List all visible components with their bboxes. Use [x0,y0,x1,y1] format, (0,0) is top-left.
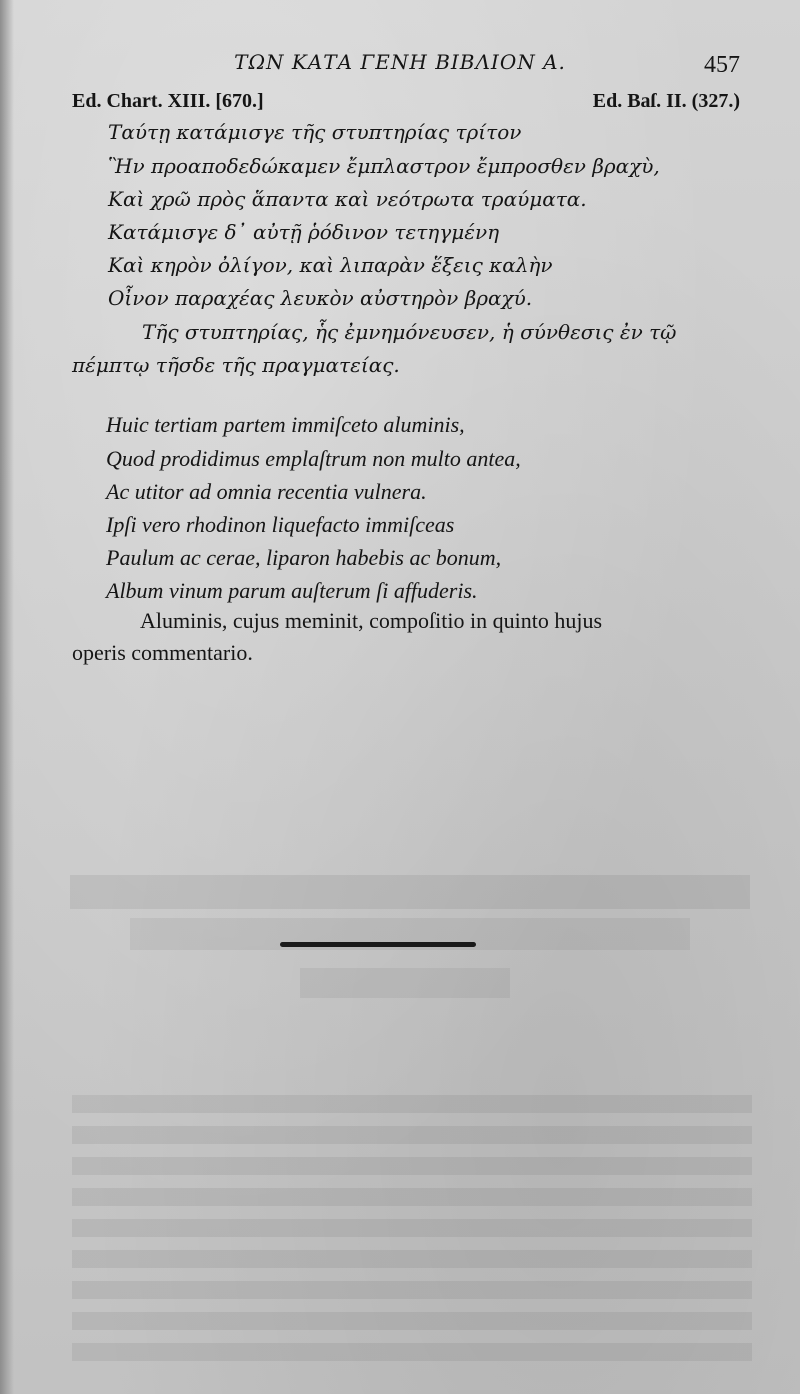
show-through-band-1 [70,875,750,909]
latin-verse-line: Paulum ac cerae, liparon habebis ac bonum, [106,545,502,570]
edition-reference-right: Ed. Baſ. II. (327.) [592,90,740,112]
page-gutter-shadow [0,0,14,1394]
latin-verse-line: Huic tertiam partem immiſceto aluminis, [106,412,465,437]
section-divider-rule [280,942,476,947]
latin-verse-line: Quod prodidimus emplaſtrum non multo antea, [106,446,521,471]
greek-verse-line: Καὶ χρῶ πρὸς ἅπαντα καὶ νεότρωτα τραύματα. [108,187,587,211]
show-through-band-3 [300,968,510,998]
latin-verse-line: Ac utitor ad omnia recentia vulnera. [106,479,427,504]
latin-verse-line: Album vinum parum auſterum ſi affuderis. [106,578,478,603]
page-number: 457 [704,52,740,78]
greek-verse-line: Ἣν προαποδεδώκαμεν ἔμπλαστρον ἔμπροσθεν βραχὺ, [108,154,660,178]
greek-verse-line: Ταύτῃ κατάμισγε τῆς στυπτηρίας τρίτον [108,120,522,144]
greek-commentary-line: πέμπτῳ τῆσδε τῆς πραγματείας. [72,353,400,377]
greek-verse-line: Κατάμισγε δ᾽ αὐτῇ ῥόδινον τετηγμένη [108,220,500,244]
greek-verse-line: Καὶ κηρὸν ὀλίγον, καὶ λιπαρὰν ἕξεις καλὴν [108,253,553,277]
greek-verse-line: Οἶνον παραχέας λευκὸν αὐστηρὸν βραχύ. [108,286,533,310]
running-title: ΤΩΝ ΚΑΤΑ ΓΕΝΗ ΒΙΒΛΙΟΝ Α. [234,50,566,74]
latin-commentary-line: Aluminis, cujus meminit, compoſitio in quinto hujus [140,608,602,633]
latin-verse-line: Ipſi vero rhodinon liquefacto immiſceas [106,512,455,537]
edition-reference-left: Ed. Chart. XIII. [670.] [72,90,264,112]
show-through-block [72,1095,752,1365]
greek-commentary-line: Τῆς στυπτηρίας, ἧς ἐμνημόνευσεν, ἡ σύνθεσις ἐν τῷ [142,320,677,344]
latin-commentary-line: operis commentario. [72,640,253,665]
